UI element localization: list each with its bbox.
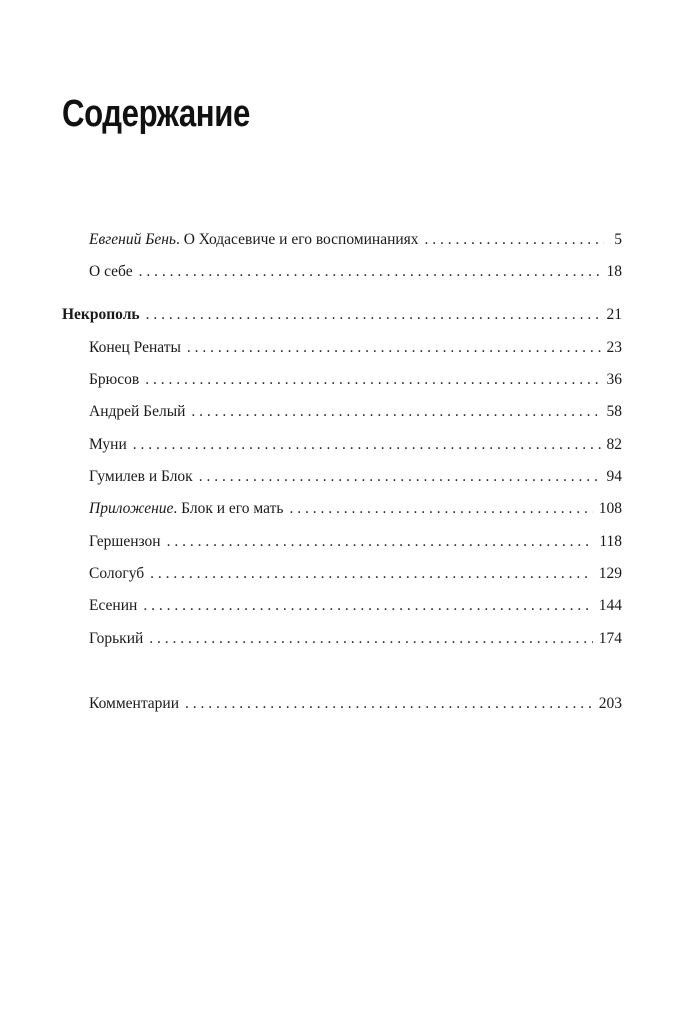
toc-entry-chapter[interactable]	[89, 467, 622, 487]
toc-page-number: 36	[606, 371, 622, 388]
toc-section-nekropol[interactable]	[62, 305, 622, 325]
toc-entry-author: Евгений Бень	[89, 231, 176, 248]
toc-entry-title: Андрей Белый	[89, 403, 186, 420]
toc-entry-chapter[interactable]	[89, 596, 622, 616]
toc-entry-title: О себе	[89, 263, 133, 280]
toc-entry-title: Муни	[89, 436, 127, 453]
toc-entry-chapter[interactable]	[89, 435, 622, 455]
toc-page-number: 108	[598, 500, 622, 517]
toc-page-number: 174	[598, 630, 622, 647]
toc-entry-chapter[interactable]	[89, 629, 622, 649]
toc-leader-dots	[199, 467, 601, 487]
toc-page-number: 18	[606, 263, 622, 280]
toc-entry-title-text: . О Ходасевиче и его воспоминаниях	[175, 231, 419, 248]
toc-entry-title: Конец Ренаты	[89, 339, 181, 356]
toc-entry-title	[89, 499, 283, 519]
toc-page-number: 94	[606, 468, 622, 485]
toc-entry-chapter[interactable]	[89, 338, 622, 358]
toc-page-number: 23	[606, 339, 622, 356]
toc-entry-title: Гершензон	[89, 533, 161, 550]
toc-leader-dots	[143, 596, 592, 616]
toc-entry-title: Брюсов	[89, 371, 140, 388]
toc-entry-title: Есенин	[89, 597, 138, 614]
toc-leader-dots	[149, 629, 592, 649]
toc-page-number: 203	[598, 695, 622, 712]
toc-entry-appendix[interactable]	[89, 499, 622, 519]
toc-entry-comments[interactable]	[89, 694, 622, 714]
toc-entry-o-sebe[interactable]	[89, 262, 622, 282]
page-title: Содержание	[62, 93, 250, 135]
toc-leader-dots	[185, 694, 593, 714]
toc-entry-title: Комментарии	[89, 695, 179, 712]
toc-leader-dots	[187, 338, 601, 358]
toc-leader-dots	[150, 564, 593, 584]
toc-section-title: Некрополь	[62, 306, 140, 323]
toc-entry-chapter[interactable]	[89, 370, 622, 390]
toc-leader-dots	[425, 230, 604, 250]
toc-leader-dots	[289, 499, 592, 519]
toc-page-number: 21	[606, 306, 622, 323]
toc-entry-prefix: Приложение	[89, 500, 174, 517]
toc-entry-intro-essay[interactable]	[89, 230, 622, 250]
toc-page-number: 118	[599, 533, 622, 550]
toc-leader-dots	[139, 262, 601, 282]
toc-leader-dots	[167, 532, 594, 552]
toc-leader-dots	[146, 305, 601, 325]
toc-entry-title-text: . Блок и его мать	[173, 500, 284, 517]
toc-leader-dots	[133, 435, 601, 455]
toc-entry-chapter[interactable]	[89, 402, 622, 422]
toc-entry-title	[89, 230, 419, 250]
toc-entry-chapter[interactable]	[89, 564, 622, 584]
toc-page-number: 144	[598, 597, 622, 614]
toc-page-number: 58	[606, 403, 622, 420]
toc-entry-title: Гумилев и Блок	[89, 468, 193, 485]
toc-leader-dots	[191, 402, 600, 422]
toc-page-number: 82	[606, 436, 622, 453]
toc-entry-chapter[interactable]	[89, 532, 622, 552]
toc-page-number: 5	[614, 231, 622, 248]
toc-leader-dots	[145, 370, 600, 390]
toc-entry-title: Горький	[89, 630, 144, 647]
toc-page-number: 129	[598, 565, 622, 582]
toc-entry-title: Сологуб	[89, 565, 145, 582]
